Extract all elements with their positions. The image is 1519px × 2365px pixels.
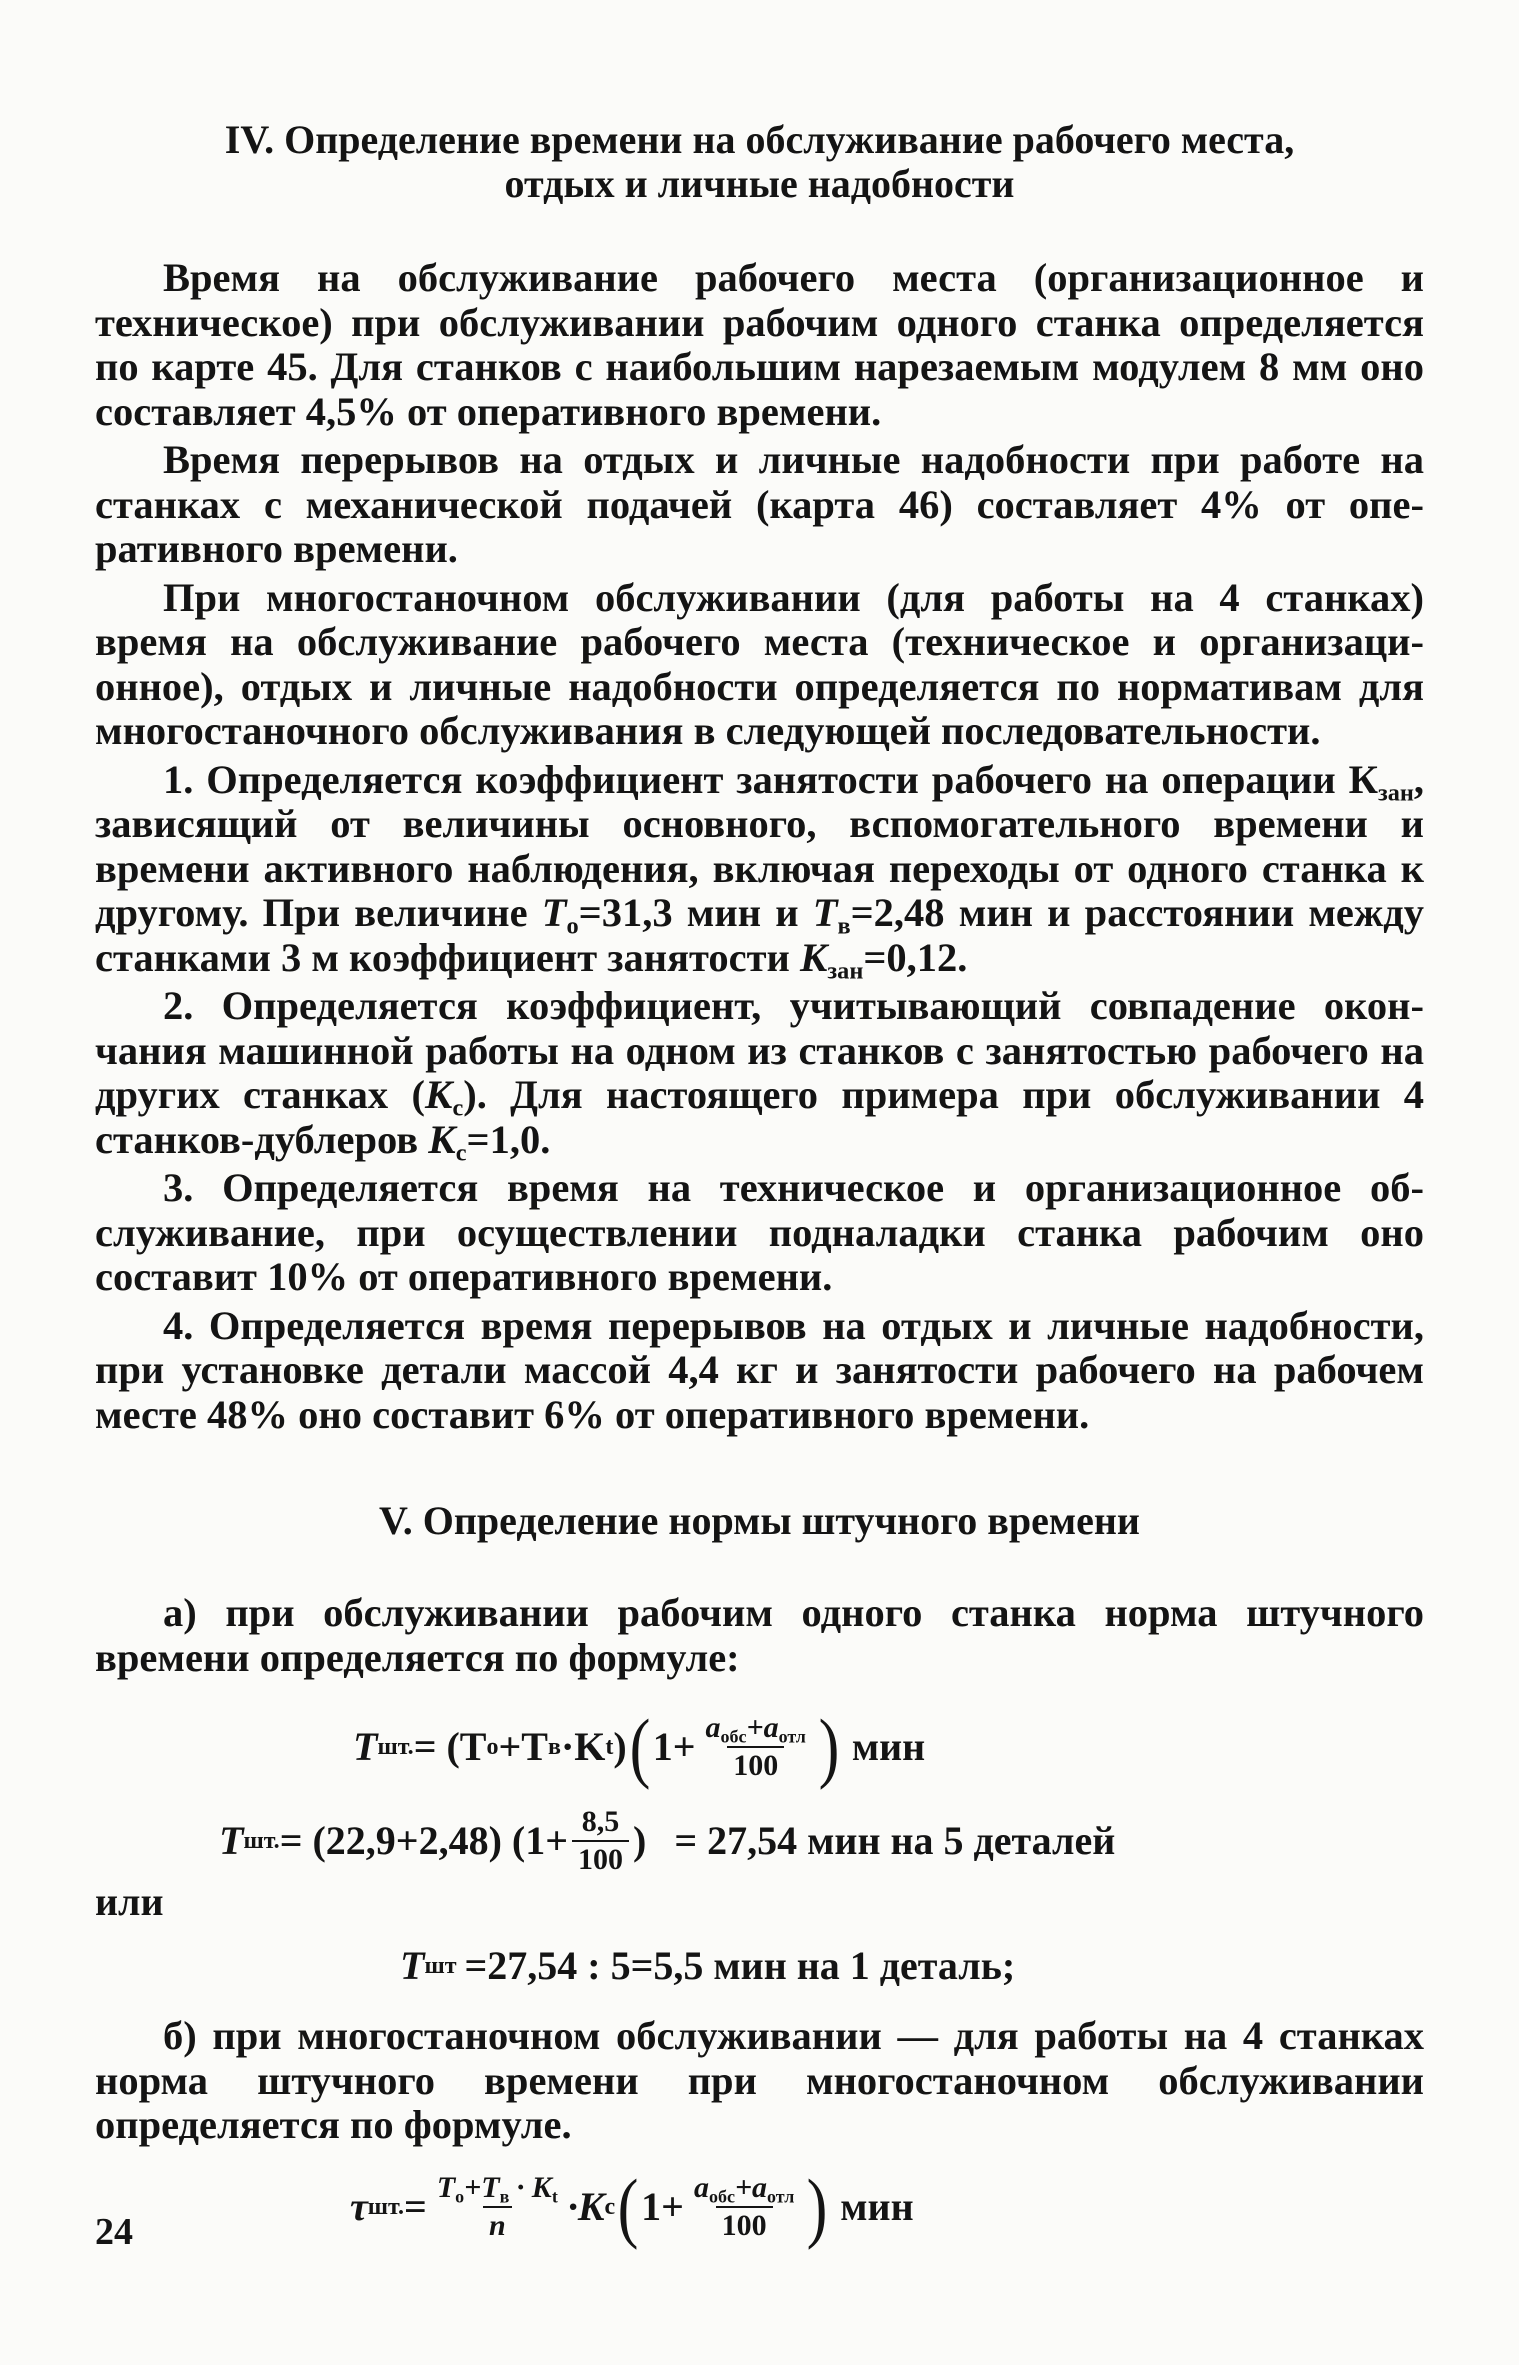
text-or: или xyxy=(95,1879,164,1924)
fraction-percent: $\frac{8,5}{100}$ xyxy=(572,1804,629,1878)
section-5-title: V. Определение нормы штучного времени xyxy=(379,1498,1140,1543)
section-5-heading xyxy=(95,1499,1424,1543)
formula-multi-machine-piece-time: τ шт. = $\frac{T_о+T_в \cdot K_t}{n}$ ·K с ( 1+ $\frac{a_{обс}+a_{отл}}{100}$ ) мин xyxy=(350,2162,914,2250)
section-4-heading xyxy=(95,118,1424,206)
paragraph-step-1: 1. Определяется коэффициент занятости рабочего на операции $К_{зан}$, зависящий от величины основного, вспомогательного времени и времени активного наблюдения, включая переходы от одного станка к другому. При величине $T_o=31,3$ мин и $T_в=2,48$ мин и расстоянии между станками 3 м коэффициент занятости $К_{зан}=0,12$. xyxy=(95,756,1424,984)
fraction-allowance-multi: $\frac{a_{обс}+a_{отл}}{100}$ xyxy=(693,2170,795,2242)
paragraph-multi-machine-norm: б) при многостаночном обслуживании — для работы на 4 станках норма штучного времени при многостаночном обслуживании определяется по формуле. xyxy=(95,2013,1424,2147)
paragraph-step-2: 2. Определяется коэффициент, учитывающий совпадение окончания машинной работы на одном из станков с занятостью рабочего на других станках $(К_с)$. Для настоящего примера при обслуживании 4 станков-дублеров $К_с=1,0$. xyxy=(95,983,1424,1166)
page-number: 24 xyxy=(95,2211,133,2253)
paragraph-step-4: 4. Определяется время перерывов на отдых и личные надобности, при установке детали массой 4,4 кг и занятости рабочего на рабочем месте 48% оно составит 6% от оперативного времени. xyxy=(95,1302,1424,1437)
formula-piece-time-per-part: T шт =27,54 : 5=5,5 мин на 1 деталь; xyxy=(400,1943,1016,1988)
fraction-allowance: $\frac{a_{обс}+a_{отл}}{100}$ xyxy=(705,1711,806,1782)
formula-piece-time-calculation: T шт. = (22,9+2,48) (1+ $\frac{8,5}{100}$ ) = 27,54 мин на 5 деталей xyxy=(219,1805,1116,1876)
section-4-title-line-1: IV. Определение времени на обслуживание рабочего места, xyxy=(224,117,1295,162)
section-4-title-line-2: отдых и личные надобности xyxy=(504,161,1015,206)
paragraph-rest-time: Время перерывов на отдых и личные надобности при работе на станках с механической подачей (карта 46) составляет 4% от оперативного времени. xyxy=(95,437,1424,571)
paragraph-single-machine: а) при обслуживании рабочим одного станка норма штучного времени определяется по формуле: xyxy=(95,1590,1424,1680)
paragraph-multi-machine: При многостаночном обслуживании (для работы на 4 станках) время на обслуживание рабочего места (техническое и организационное), отдых и личные надобности определяется по нормативам для многостаночного обслуживания в следующей последовательности. xyxy=(95,574,1424,753)
fraction-operative-time: $\frac{T_о+T_в \cdot K_t}{n}$ xyxy=(436,2170,558,2242)
paragraph-step-3: 3. Определяется время на техническое и организационное обслуживание, при осуществлении подналадки станка рабочим оно составит 10% от оперативного времени. xyxy=(95,1165,1424,1299)
paragraph-workplace-time: Время на обслуживание рабочего места (организационное и техническое) при обслуживании рабочим одного станка определяется по карте 45. Для станков с наибольшим нарезаемым модулем 8 мм оно составляет 4,5% от оперативного времени. xyxy=(95,255,1424,434)
formula-piece-time-general: T шт. = (T о +T в ·K t ) ( 1+ $\frac{a_{обс}+a_{отл}}{100}$ ) мин xyxy=(353,1703,926,1790)
